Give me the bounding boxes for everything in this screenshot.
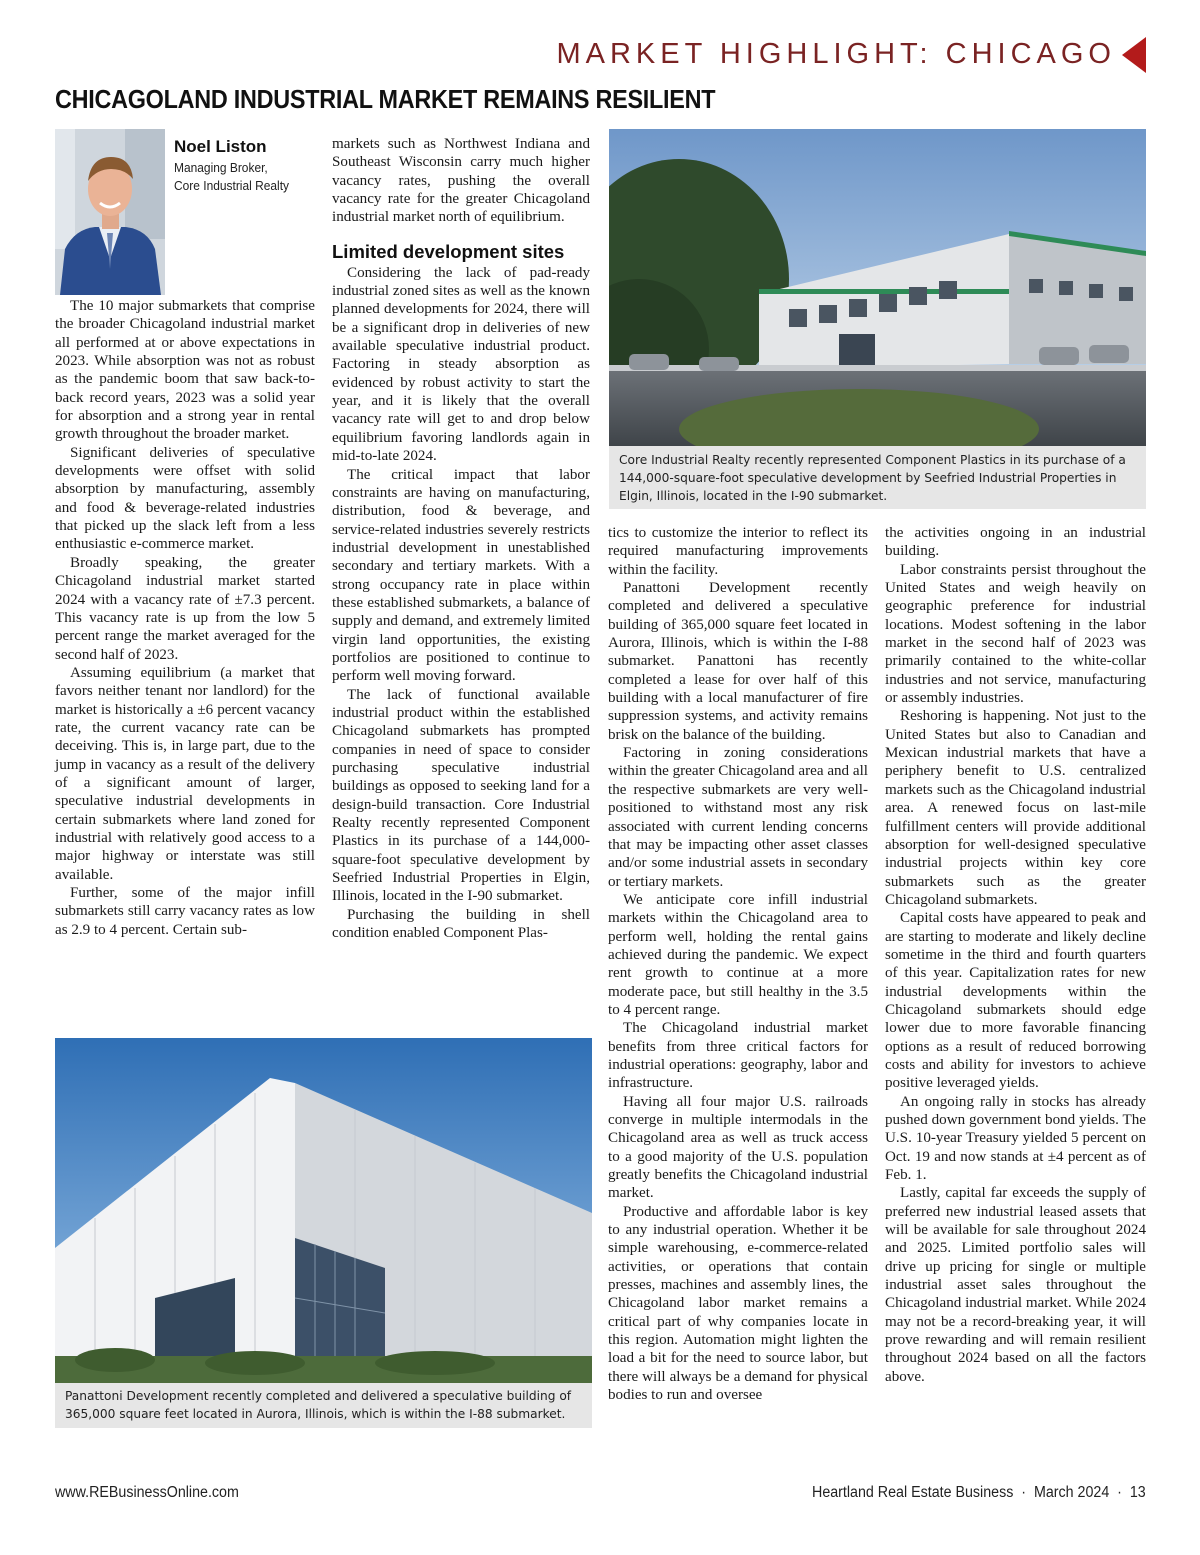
photo-caption-bottom: Panattoni Development recently completed and delivered a speculative building of 365,000 square feet located in Aurora, Illinois, which is within the I-88 submarket. <box>55 1383 592 1428</box>
author-title <box>174 159 303 195</box>
paragraph: Lastly, capital far exceeds the supply of preferred new industrial leased assets that will be available for sale throughout 2024 and 2025. Limited portfolio sales will drive up pricing for single or multiple industrial asset sales throughout the Chicagoland industrial market. While 2024 may not be a record-breaking year, it will prove rewarding and will remain resilient throughout 2024 based on all the factors above. <box>885 1185 1146 1385</box>
paragraph: The Chicagoland industrial market benefits from three critical factors for industrial operations: geography, labor and infrastructure. <box>608 1020 868 1092</box>
section-label: MARKET HIGHLIGHT: CHICAGO <box>556 38 1116 70</box>
paragraph: The 10 major submarkets that comprise the broader Chicagoland industrial market all performed at or above expectations in 2023. While absorption was not as robust as the pandemic boom that saw back-to-back record years, 2023 was a solid year for absorption and a strong year in rental growth throughout the broader market. <box>55 298 315 443</box>
building-photo-aurora <box>55 1038 592 1383</box>
paragraph: The critical impact that labor constraints are having on manufacturing, distribution, food & beverage, and service-related industries severely restricts industrial development in unestablished secondary and tertiary markets. With a strong occupancy rate in place within these established submarkets, a balance of supply and demand, and extremely limited virgin land opportunities, the existing portfolios are positioned to continue to perform well moving forward. <box>332 466 590 685</box>
article-headline: CHICAGOLAND INDUSTRIAL MARKET REMAINS RESILIENT <box>55 84 716 114</box>
paragraph: Reshoring is happening. Not just to the United States but also to Canadian and Mexican industrial markets that have a periphery benefit to U.S. centralized markets such as the Chicagoland industrial area. A renewed focus on last-mile fulfillment centers will provide additional absorption for well-designed speculative industrial projects within key core submarkets such as the greater Chicagoland submarkets. <box>885 708 1146 908</box>
paragraph: Capital costs have appeared to peak and are starting to moderate and likely decline sometime in the third and fourth quarters of this year. Capitalization rates for new industrial developments within the Chicagoland submarkets should edge lower due to more favorable financing options as a result of reduced borrowing costs and ability for investors to achieve positive leveraged yields. <box>885 910 1146 1092</box>
paragraph: Panattoni Development recently completed and delivered a speculative building of 365,000 square feet located in Aurora, Illinois, which is within the I-88 submarket. Panattoni has recently completed a lease for over half of this building with a local manufacturer of fire suppression systems, and activity remains brisk on the balance of the building. <box>608 580 868 743</box>
author-title-line: Managing Broker, <box>174 160 268 175</box>
author-name: Noel Liston <box>174 137 267 156</box>
paragraph: Assuming equilibrium (a market that favors neither tenant nor landlord) for the market is historically a ±6 percent vacancy rate, the current vacancy rate can be deceiving. This is, in large part, due to the jump in vacancy as a result of the delivery of a significant amount of larger, speculative industrial developments in certain submarkets where land zoned for industrial with relatively good access to a major highway or interstate was still available. <box>55 664 315 883</box>
paragraph: The lack of functional available industrial product within the established Chicagoland submarkets has prompted companies in need of space to consider purchasing speculative industrial buildings as opposed to seeking land for a design-build transaction. Core Industrial Realty recently represented Component Plastics in its purchase of a 144,000-square-foot speculative development by Seefried Industrial Properties in Elgin, Illinois, located in the I-90 submarket. <box>332 686 590 905</box>
footer-publication: Heartland Real Estate Business · March 2024 · 13 <box>812 1484 1146 1501</box>
paragraph: the activities ongoing in an industrial building. <box>885 525 1146 560</box>
article-column-4 <box>885 524 1146 1386</box>
author-photo <box>55 129 165 295</box>
paragraph: tics to customize the interior to reflect its required manufacturing improvements within the facility. <box>608 525 868 578</box>
author-company: Core Industrial Realty <box>174 178 289 193</box>
paragraph: Broadly speaking, the greater Chicagoland industrial market started 2024 with a vacancy rate of ±7.3 percent. This vacancy rate is up from the low 5 percent range the market averaged for the second half of 2023. <box>55 554 315 663</box>
article-column-3 <box>608 524 868 1405</box>
paragraph: An ongoing rally in stocks has already pushed down government bond yields. The U.S. 10-year Treasury yielded 5 percent on Oct. 19 and now stands at ±4 percent as of Feb. 1. <box>885 1093 1146 1184</box>
paragraph: Productive and affordable labor is key to any industrial operation. Whether it be simple warehousing, e-commerce-related activities, or operations that contain presses, machines and assembly lines, the Chicagoland labor market remains a critical part of why companies locate in this region. Automation might lighten the load a bit for the need to source labor, but there will always be a demand for physical bodies to run and oversee <box>608 1203 868 1404</box>
photo-caption-top: Core Industrial Realty recently represented Component Plastics in its purchase of a 144,000-square-foot speculative development by Seefried Industrial Properties in Elgin, Illinois, located in the I-90 submarket. <box>609 446 1146 509</box>
article-column-1 <box>55 297 315 939</box>
paragraph: Purchasing the building in shell condition enabled Component Plas- <box>332 906 590 942</box>
article-column-2 <box>332 135 590 942</box>
paragraph: We anticipate core infill industrial markets within the Chicagoland area to perform well, holding the rental gains achieved during the pandemic. We expect rent growth to continue at a more moderate pace, but still healthy in the 3.5 to 4 percent range. <box>608 891 868 1018</box>
paragraph: Significant deliveries of speculative developments were offset with solid absorption by manufacturing, assembly and food & beverage-related industries that picked up the slack left from a less enthusiastic e-commerce market. <box>55 444 315 553</box>
paragraph: Considering the lack of pad-ready industrial zoned sites as well as the known planned developments for 2024, there will be a significant drop in deliveries of new available speculative industrial product. Factoring in steady absorption as evidenced by robust activity to start the year, and it is likely that the overall vacancy rate will get to and drop below equilibrium favoring landlords again in mid-to-late 2024. <box>332 264 590 465</box>
paragraph: Having all four major U.S. railroads converge in multiple intermodals in the Chicagoland area as well as truck access to a good majority of the U.S. population greatly benefits the Chicagoland industrial market. <box>608 1093 868 1202</box>
paragraph: markets such as Northwest Indiana and Southeast Wisconsin carry much higher vacancy rates, pushing the overall vacancy rate for the greater Chicagoland industrial market north of equilibrium. <box>332 136 590 226</box>
footer-website: www.REBusinessOnline.com <box>55 1484 239 1501</box>
building-photo-elgin <box>609 129 1146 446</box>
paragraph: Labor constraints persist throughout the United States and weigh heavily on geographic preference for industrial locations. Modest softening in the labor market in the second half of 2023 was primarily contained to the white-collar industries and not service, manufacturing or assembly industries. <box>885 561 1146 707</box>
paragraph: Factoring in zoning considerations within the greater Chicagoland area and all the respective submarkets are very well-positioned to withstand most any risk associated with current lending concerns that may be impacting other asset classes and/or some industrial assets in secondary or tertiary markets. <box>608 745 868 890</box>
paragraph: Further, some of the major infill submarkets still carry vacancy rates as low as 2.9 to 4 percent. Certain sub- <box>55 885 315 938</box>
section-subhead: Limited development sites <box>332 240 565 262</box>
section-arrow-icon <box>1122 37 1146 73</box>
